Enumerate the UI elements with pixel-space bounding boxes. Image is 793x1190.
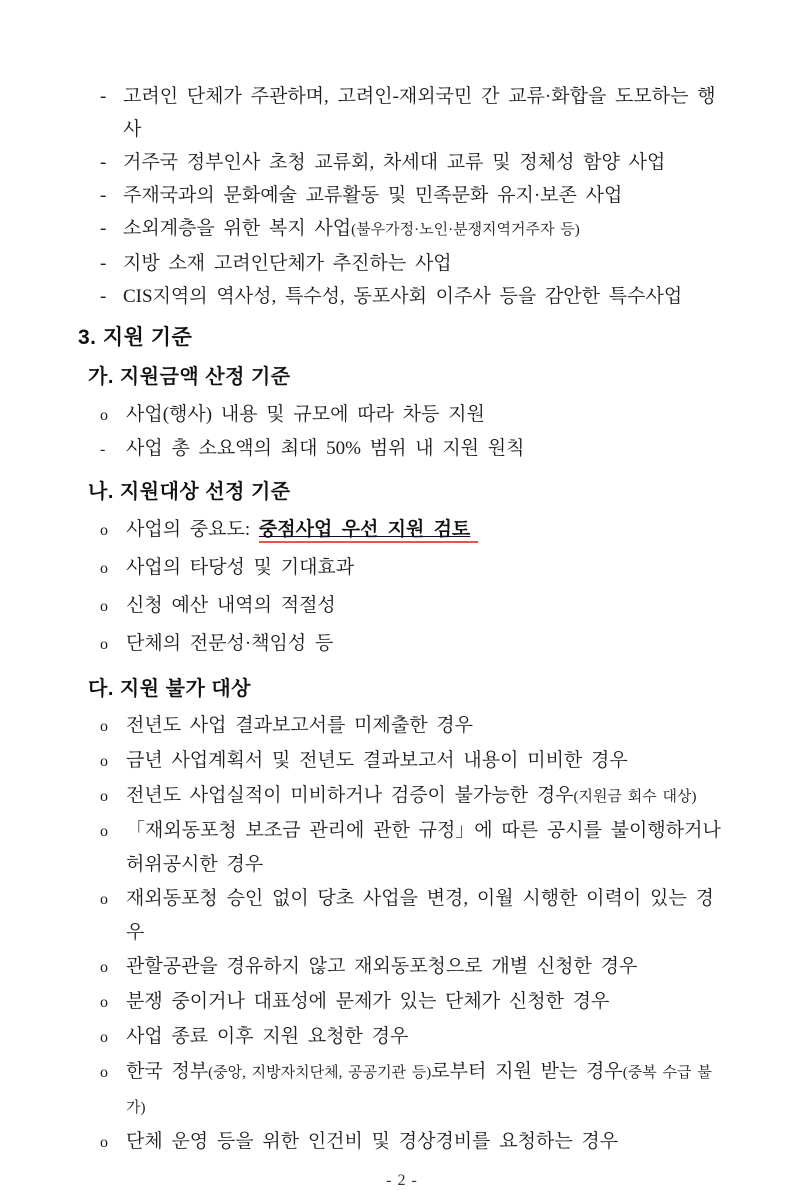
list-item-text (123, 212, 725, 247)
list-item (100, 280, 725, 313)
bullet-marker: o (100, 753, 108, 770)
bullet-marker: - (100, 185, 107, 206)
list-item-text: 사업(행사) 내용 및 규모에 따라 차등 지원 (126, 404, 485, 425)
list-item-text: 사업의 타당성 및 기대효과 (126, 557, 355, 578)
list-item-text-prefix: 사업의 중요도: (126, 519, 259, 540)
bullet-marker: - (100, 152, 107, 173)
list-item-text (126, 779, 725, 814)
list-item-text (126, 1055, 725, 1125)
list-item-text: 주재국과의 문화예술 교류활동 및 민족문화 유지·보존 사업 (123, 185, 623, 206)
list-item-text: 관할공관을 경유하지 않고 재외동포청으로 개별 신청한 경우 (126, 956, 638, 977)
list-item-text: 금년 사업계획서 및 전년도 결과보고서 내용이 미비한 경우 (126, 750, 628, 771)
subsection-b-list (100, 511, 725, 663)
list-item-text: 사업 총 소요액의 최대 50% 범위 내 지원 원칙 (126, 438, 525, 459)
list-item-text: 거주국 정부인사 초청 교류회, 차세대 교류 및 정체성 함양 사업 (123, 152, 666, 173)
list-item-text: 신청 예산 내역의 적절성 (126, 595, 336, 616)
list-item (100, 985, 725, 1020)
bullet-marker: - (100, 86, 107, 107)
list-item-text (126, 511, 725, 548)
list-item-text-annotation: (지원금 회수 대상) (573, 789, 697, 805)
list-item-text-annotation: (중앙, 지방자치단체, 공공기관 등) (208, 1065, 432, 1081)
list-item-text: 분쟁 중이거나 대표성에 문제가 있는 단체가 신청한 경우 (126, 991, 610, 1012)
list-item (100, 950, 725, 985)
bullet-marker: - (100, 441, 106, 458)
list-item (100, 1020, 725, 1055)
bullet-marker: o (100, 522, 108, 539)
list-item (100, 432, 725, 466)
subsection-a-title: 가. 지원금액 산정 기준 (88, 366, 291, 388)
bullet-marker: o (100, 1134, 108, 1151)
list-item (100, 1055, 725, 1125)
subsection-b-title: 나. 지원대상 선정 기준 (88, 481, 291, 503)
list-item-text (126, 814, 725, 882)
list-item (100, 80, 725, 146)
bullet-marker: o (100, 407, 108, 424)
bullet-marker: o (100, 788, 108, 805)
list-item-text: 단체의 전문성·책임성 등 (126, 633, 334, 654)
section-3-title: 3. 지원 기준 (78, 326, 193, 349)
list-item (100, 247, 725, 280)
bullet-marker: o (100, 823, 108, 840)
list-item-text-annotation: (중복 수급 불가) (126, 1065, 712, 1116)
bullet-marker: o (100, 1029, 108, 1046)
bullet-marker: o (100, 598, 108, 615)
list-item (100, 882, 725, 950)
list-item-text-line2: 허위공시한 경우 (126, 854, 264, 875)
list-item (100, 146, 725, 179)
list-item-text: 고려인 단체가 주관하며, 고려인-재외국민 간 교류·화합을 도모하는 행사 (123, 86, 716, 140)
list-item (100, 587, 725, 625)
list-item (100, 179, 725, 212)
bullet-marker: o (100, 994, 108, 1011)
list-item (100, 549, 725, 587)
list-item (100, 709, 725, 744)
list-item (100, 212, 725, 247)
page-number: - 2 - (386, 1172, 417, 1189)
bullet-marker: o (100, 959, 108, 976)
list-item-text-main: 소외계층을 위한 복지 사업 (123, 218, 352, 239)
list-item (100, 1125, 725, 1160)
list-item-text: 재외동포청 승인 없이 당초 사업을 변경, 이월 시행한 이력이 있는 경우 (126, 888, 714, 943)
intro-bullet-list (100, 80, 725, 313)
list-item-text: 단체 운영 등을 위한 인건비 및 경상경비를 요청하는 경우 (126, 1131, 619, 1152)
list-item-text-main: 로부터 지원 받는 경우 (431, 1061, 623, 1082)
list-item-text-annotation: (불우가정·노인·분쟁지역거주자 등) (351, 222, 580, 238)
bullet-marker: o (100, 718, 108, 735)
priority-support-emphasis: 중점사업 우선 지원 검토 (259, 519, 478, 543)
bullet-marker: o (100, 560, 108, 577)
bullet-marker: o (100, 891, 108, 908)
list-item (100, 625, 725, 663)
bullet-marker: o (100, 636, 108, 653)
list-item-text: 전년도 사업 결과보고서를 미제출한 경우 (126, 715, 474, 736)
subsection-a-list (100, 398, 725, 466)
bullet-marker: - (100, 253, 107, 274)
bullet-marker: - (100, 286, 107, 307)
list-item-text-line1: 「재외동포청 보조금 관리에 관한 규정」에 따른 공시를 불이행하거나 (126, 820, 721, 841)
list-item (100, 814, 725, 882)
list-item-text: 사업 종료 이후 지원 요청한 경우 (126, 1026, 409, 1047)
bullet-marker: o (100, 1064, 108, 1081)
list-item-text: CIS지역의 역사성, 특수성, 동포사회 이주사 등을 감안한 특수사업 (123, 286, 683, 307)
list-item-text-main: 전년도 사업실적이 미비하거나 검증이 불가능한 경우 (126, 785, 574, 806)
list-item (100, 398, 725, 432)
bullet-marker: - (100, 218, 107, 239)
subsection-c-list (100, 709, 725, 1160)
list-item-text-main: 한국 정부 (126, 1061, 209, 1082)
list-item (100, 779, 725, 814)
list-item (100, 744, 725, 779)
subsection-c-title: 다. 지원 불가 대상 (88, 678, 251, 700)
list-item (100, 511, 725, 549)
list-item-text: 지방 소재 고려인단체가 추진하는 사업 (123, 253, 452, 274)
